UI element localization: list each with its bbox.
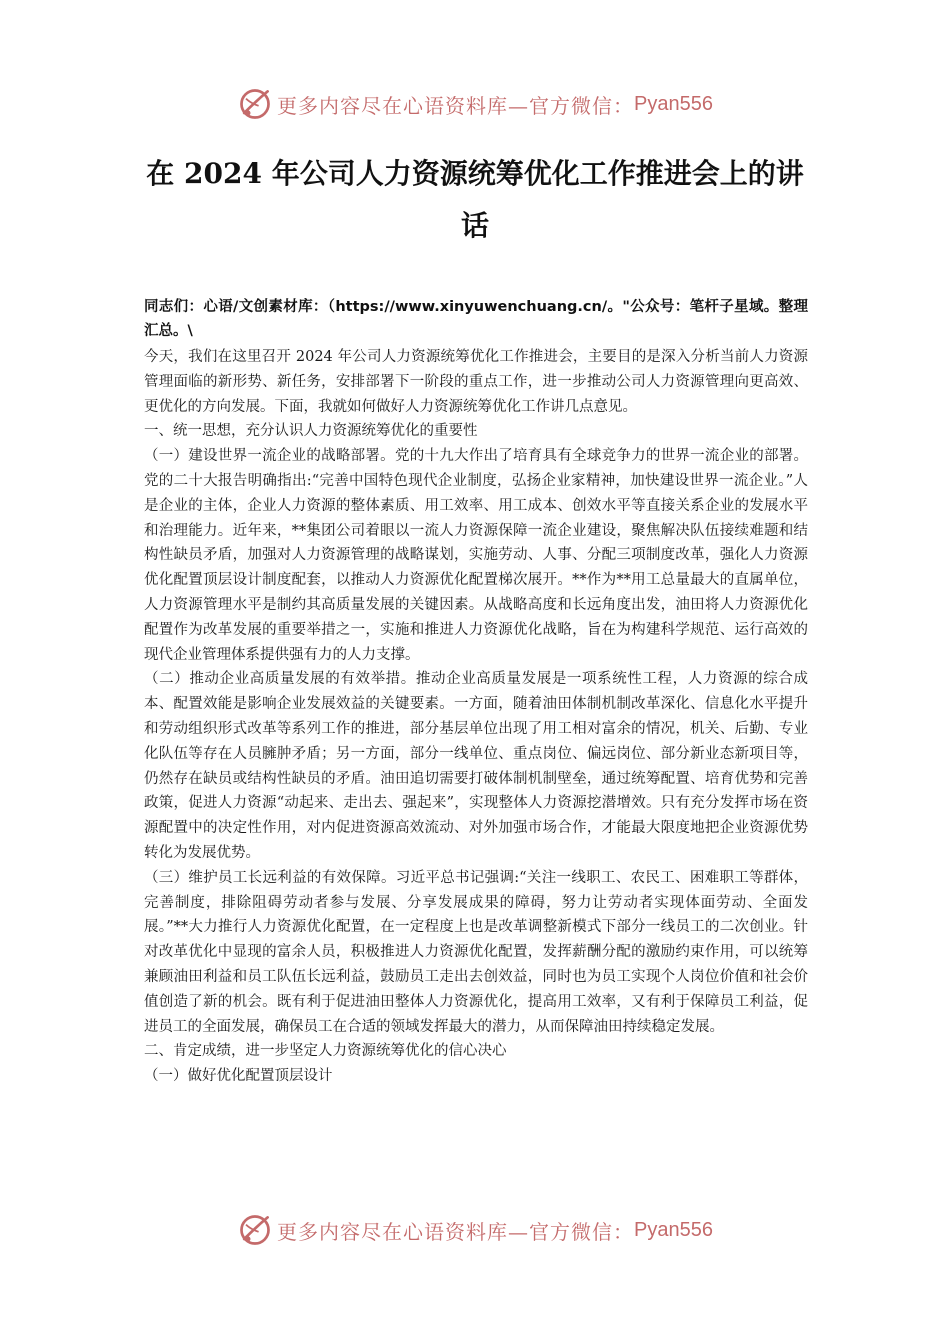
brush-logo-icon: [237, 1212, 273, 1248]
heading-section-1: 一、统一思想，充分认识人力资源统筹优化的重要性: [144, 423, 478, 440]
header-banner: [0, 82, 950, 126]
paragraph-1-3: （三）维护员工长远利益的有效保障。习近平总书记强调:“关注一线职工、农民工、困难职工等群体，完善制度，排除阻碍劳动者参与发展、分享发展成果的障碍，努力让劳动者实现体面劳动、全面发展。”**大力推行人力资源优化配置，在一定程度上也是改革调整新模式下部分一线员工的二次创业。针对改革优化中显现的富余人员，积极推进人力资源优化配置，发挥薪酬分配的激励约束作用，可以统筹兼顾油田利益和员工队伍长远利益，鼓励员工走出去创效益，同时也为员工实现个人岗位价值和社会价值创造了新的机会。既有利于促进油田整体人力资源优化，提高用工效率，又有利于保障员工利益，促进员工的全面发展，确保员工在合适的领域发挥最大的潜力，从而保障油田持续稳定发展。: [144, 869, 808, 1035]
footer-banner: [0, 1208, 950, 1252]
heading-section-2: 二、肯定成绩，进一步坚定人力资源统筹优化的信心决心: [144, 1043, 507, 1060]
banner-text: 更多内容尽在心语资料库—官方微信：: [277, 93, 635, 118]
paragraph-1-2: （二）推动企业高质量发展的有效举措。推动企业高质量发展是一项系统性工程，人力资源的综合成本、配置效能是影响企业发展效益的关键要素。一方面，随着油田体制机制改革深化、信息化水平提升和劳动组织形式改革等系列工作的推进，部分基层单位出现了用工相对富余的情况，机关、后勤、专业化队伍等存在人员臃肿矛盾；另一方面，部分一线单位、重点岗位、偏远岗位、部分新业态新项目等，仍然存在缺员或结构性缺员的矛盾。油田追切需要打破体制机制壁垒，通过统筹配置、培育优势和完善政策，促进人力资源“动起来、走出去、强起来”，实现整体人力资源挖潜增效。只有充分发挥市场在资源配置中的决定性作用，对内促进资源高效流动、对外加强市场合作，才能最大限度地把企业资源优势转化为发展优势。: [144, 671, 808, 861]
paragraph-opening: 今天，我们在这里召开 2024 年公司人力资源统筹优化工作推进会，主要目的是深入分析当前人力资源管理面临的新形势、新任务，安排部署下一阶段的重点工作，进一步推动公司人力资源管理向更高效、更优化的方向发展。下面，我就如何做好人力资源统筹优化工作讲几点意见。: [144, 349, 808, 415]
banner-text: 更多内容尽在心语资料库—官方微信：: [277, 1219, 635, 1244]
banner-wechat-id: Pyan556: [634, 92, 713, 115]
document-body: [144, 295, 808, 1089]
paragraph-1-1: （一）建设世界一流企业的战略部署。党的十九大作出了培育具有全球竞争力的世界一流企业的部署。党的二十大报告明确指出:“完善中国特色现代企业制度，弘扬企业家精神，加快建设世界一流企业。”人是企业的主体，企业人力资源的整体素质、用工效率、用工成本、创效水平等直接关系企业的发展水平和治理能力。近年来，**集团公司着眼以一流人力资源保障一流企业建设，聚焦解决队伍接续难题和结构性缺员矛盾，加强对人力资源管理的战略谋划，实施劳动、人事、分配三项制度改革，强化人力资源优化配置顶层设计制度配套，以推动人力资源优化配置梯次展开。**作为**用工总量最大的直属单位，人力资源管理水平是制约其高质量发展的关键因素。从战略高度和长远角度出发，油田将人力资源优化配置作为改革发展的重要举措之一，实施和推进人力资源优化战略，旨在为构建科学规范、运行高效的现代企业管理体系提供强有力的人力支撑。: [144, 448, 808, 663]
heading-section-2-1: （一）做好优化配置顶层设计: [144, 1068, 333, 1085]
brush-logo-icon: [237, 86, 273, 122]
intro-line: 同志们：心语/文创素材库：（https://www.xinyuwenchuang.cn/。"公众号：笔杆子星域。整理汇总。\: [144, 299, 808, 339]
banner-wechat-id: Pyan556: [634, 1218, 713, 1241]
document-title: 在 2024 年公司人力资源统筹优化工作推进会上的讲话: [146, 157, 804, 242]
